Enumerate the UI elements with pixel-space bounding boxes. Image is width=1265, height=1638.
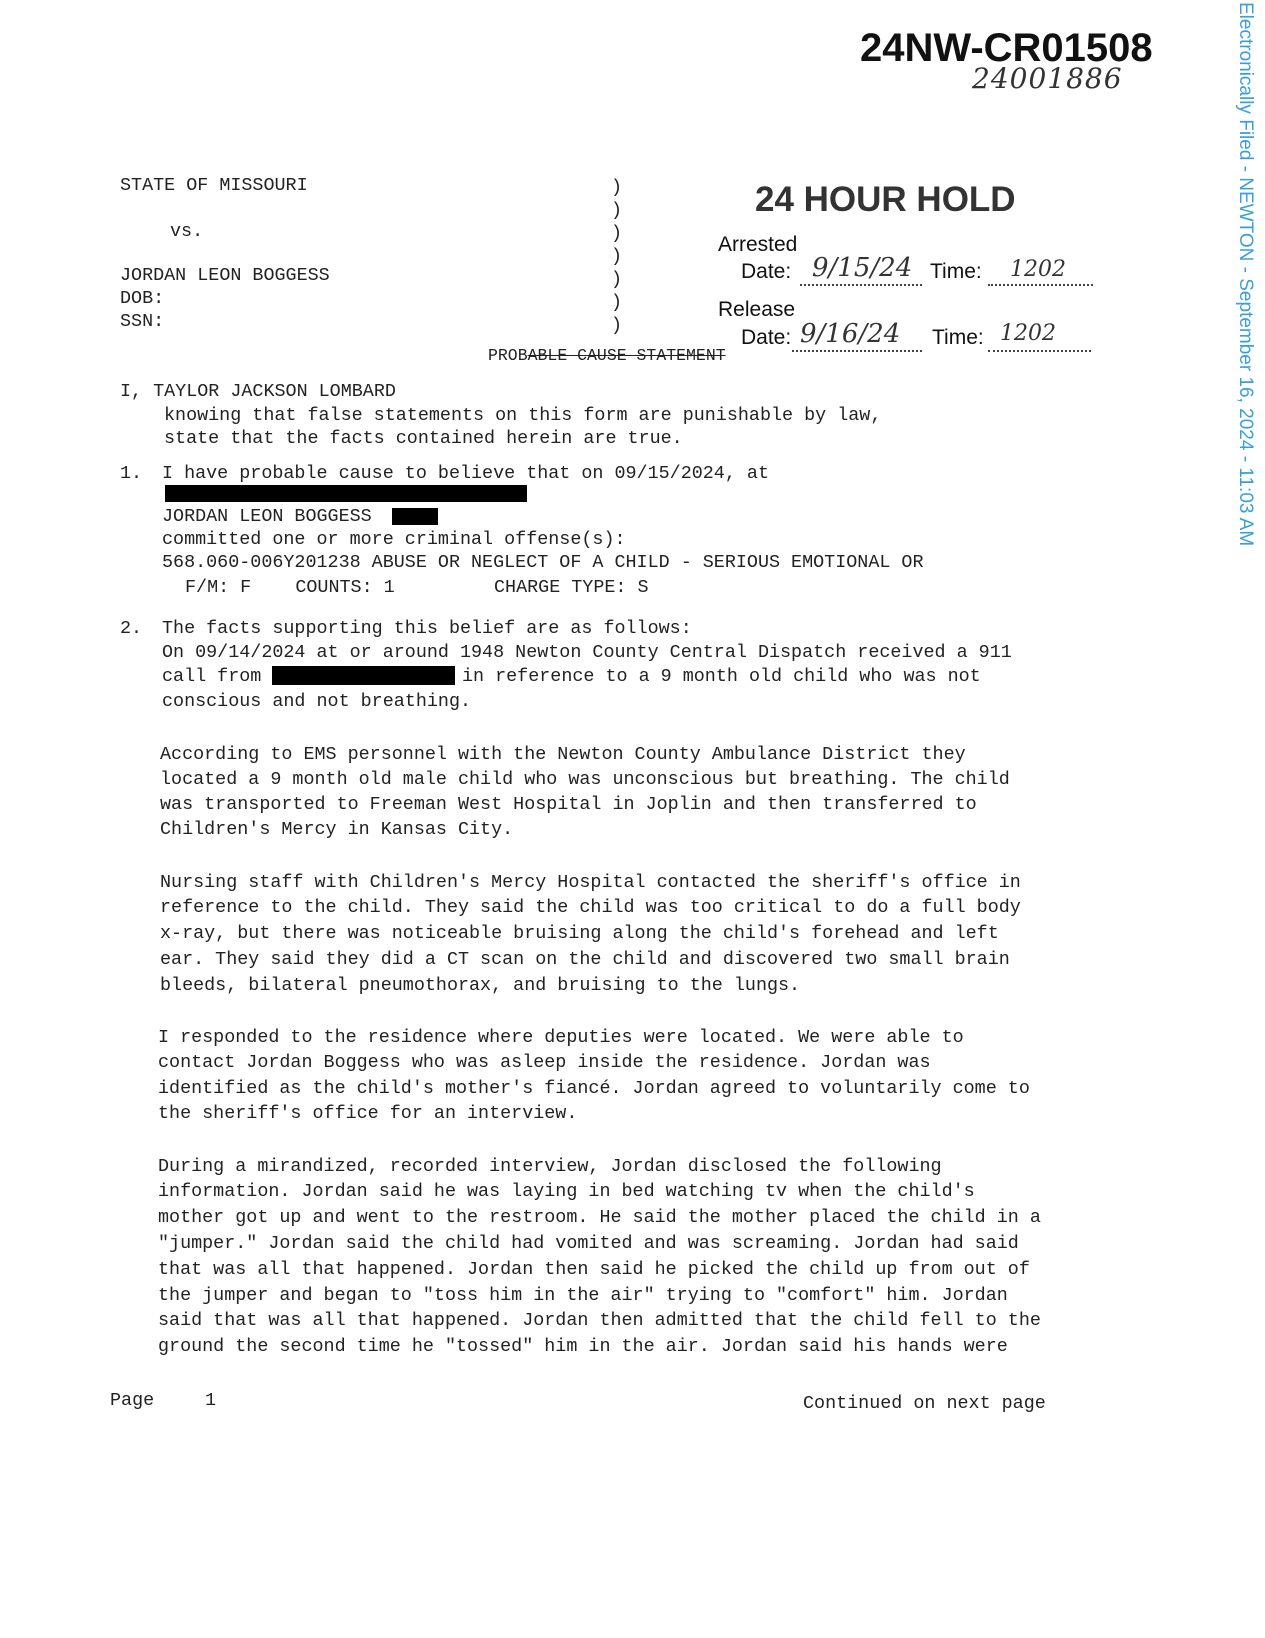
- arrested-date-value: 9/15/24: [812, 253, 913, 283]
- paragraph-line: conscious and not breathing.: [162, 691, 472, 712]
- affiant-line: I, TAYLOR JACKSON LOMBARD: [120, 381, 396, 402]
- paragraph-line: in reference to a 9 month old child who was not: [462, 666, 981, 687]
- redaction-bar: [392, 508, 438, 525]
- paragraph-line: said that was all that happened. Jordan then admitted that the child fell to the: [158, 1310, 1041, 1331]
- caption-defendant: JORDAN LEON BOGGESS: [120, 265, 330, 286]
- statement-title: [488, 346, 726, 366]
- paragraph-line: x-ray, but there was noticeable bruising along the child's forehead and left: [160, 923, 999, 944]
- page-number: 1: [205, 1390, 217, 1411]
- caption-paren: ): [611, 223, 623, 244]
- paragraph-line: bleeds, bilateral pneumothorax, and bruising to the lungs.: [160, 975, 801, 996]
- caption-ssn: SSN:: [120, 311, 165, 332]
- paragraph-line: that was all that happened. Jordan then said he picked the child up from out of: [158, 1259, 1030, 1280]
- release-label: Release: [718, 298, 796, 321]
- paragraph-line: According to EMS personnel with the Newton County Ambulance District they: [160, 744, 966, 765]
- section-number: 1.: [120, 463, 143, 484]
- caption-paren: ): [611, 200, 623, 221]
- arrested-date-label: Date:: [741, 260, 792, 283]
- redaction-bar: [272, 666, 455, 685]
- arrested-time-label: Time:: [930, 260, 982, 283]
- redaction-bar: [165, 485, 527, 502]
- paragraph-line: ground the second time he "tossed" him in the air. Jordan said his hands were: [158, 1336, 1008, 1357]
- section1-details: F/M: F COUNTS: 1 CHARGE TYPE: S: [185, 577, 649, 598]
- release-date-value: 9/16/24: [800, 319, 901, 349]
- handwritten-number: 24001886: [972, 62, 1123, 95]
- efiling-stamp: Electronically Filed - NEWTON - September 16, 2024 - 11:03 AM: [1235, 2, 1256, 547]
- paragraph-line: Nursing staff with Children's Mercy Hospital contacted the sheriff's office in: [160, 872, 1021, 893]
- section1-line: I have probable cause to believe that on 09/15/2024, at: [162, 463, 769, 484]
- hold-title: 24 HOUR HOLD: [755, 180, 1016, 219]
- caption-paren: ): [611, 315, 623, 336]
- paragraph-line: the jumper and began to "toss him in the air" trying to "comfort" him. Jordan: [158, 1285, 1008, 1306]
- section1-line: committed one or more criminal offense(s):: [162, 529, 626, 550]
- paragraph-line: "jumper." Jordan said the child had vomited and was screaming. Jordan had said: [158, 1233, 1019, 1254]
- continued-note: Continued on next page: [803, 1393, 1046, 1414]
- paragraph-line: located a 9 month old male child who was unconscious but breathing. The child: [160, 769, 1010, 790]
- page-label: Page: [110, 1390, 155, 1411]
- caption-state: STATE OF MISSOURI: [120, 175, 308, 196]
- affiant-line: state that the facts contained herein are true.: [164, 428, 683, 449]
- paragraph-line: During a mirandized, recorded interview, Jordan disclosed the following: [158, 1156, 942, 1177]
- caption-paren: ): [611, 292, 623, 313]
- statement-title-part2: ABLE CAUSE STATEMENT: [527, 346, 726, 365]
- paragraph-line: reference to the child. They said the child was too critical to do a full body: [160, 897, 1021, 918]
- caption-paren: ): [611, 177, 623, 198]
- release-date-label: Date:: [741, 326, 792, 349]
- paragraph-line: ear. They said they did a CT scan on the child and discovered two small brain: [160, 949, 1010, 970]
- section1-defendant: JORDAN LEON BOGGESS: [162, 506, 372, 527]
- paragraph-line: On 09/14/2024 at or around 1948 Newton County Central Dispatch received a 911: [162, 642, 1012, 663]
- section2-intro: The facts supporting this belief are as follows:: [162, 618, 692, 639]
- caption-vs: vs.: [170, 221, 204, 242]
- paragraph-line: Children's Mercy in Kansas City.: [160, 819, 514, 840]
- paragraph-line: I responded to the residence where deputies were located. We were able to: [158, 1027, 964, 1048]
- statement-title-part1: PROB: [488, 346, 528, 365]
- paragraph-line: information. Jordan said he was laying in bed watching tv when the child's: [158, 1181, 975, 1202]
- paragraph-line: contact Jordan Boggess who was asleep inside the residence. Jordan was: [158, 1052, 931, 1073]
- release-time-label: Time:: [932, 326, 984, 349]
- arrested-label: Arrested: [718, 233, 798, 256]
- caption-dob: DOB:: [120, 288, 165, 309]
- paragraph-line: call from: [162, 666, 273, 687]
- section1-charge: 568.060-006Y201238 ABUSE OR NEGLECT OF A CHILD - SERIOUS EMOTIONAL OR: [162, 552, 924, 573]
- paragraph-line: was transported to Freeman West Hospital in Joplin and then transferred to: [160, 794, 977, 815]
- paragraph-line: the sheriff's office for an interview.: [158, 1103, 578, 1124]
- paragraph-line: mother got up and went to the restroom. He said the mother placed the child in a: [158, 1207, 1041, 1228]
- caption-paren: ): [611, 246, 623, 267]
- release-time-value: 1202: [1000, 321, 1056, 346]
- affiant-line: knowing that false statements on this form are punishable by law,: [164, 405, 882, 426]
- case-number: 24NW-CR01508: [860, 26, 1153, 70]
- paragraph-line: identified as the child's mother's fiancé. Jordan agreed to voluntarily come to: [158, 1078, 1030, 1099]
- section-number: 2.: [120, 618, 143, 639]
- arrested-time-value: 1202: [1010, 257, 1066, 282]
- caption-paren: ): [611, 269, 623, 290]
